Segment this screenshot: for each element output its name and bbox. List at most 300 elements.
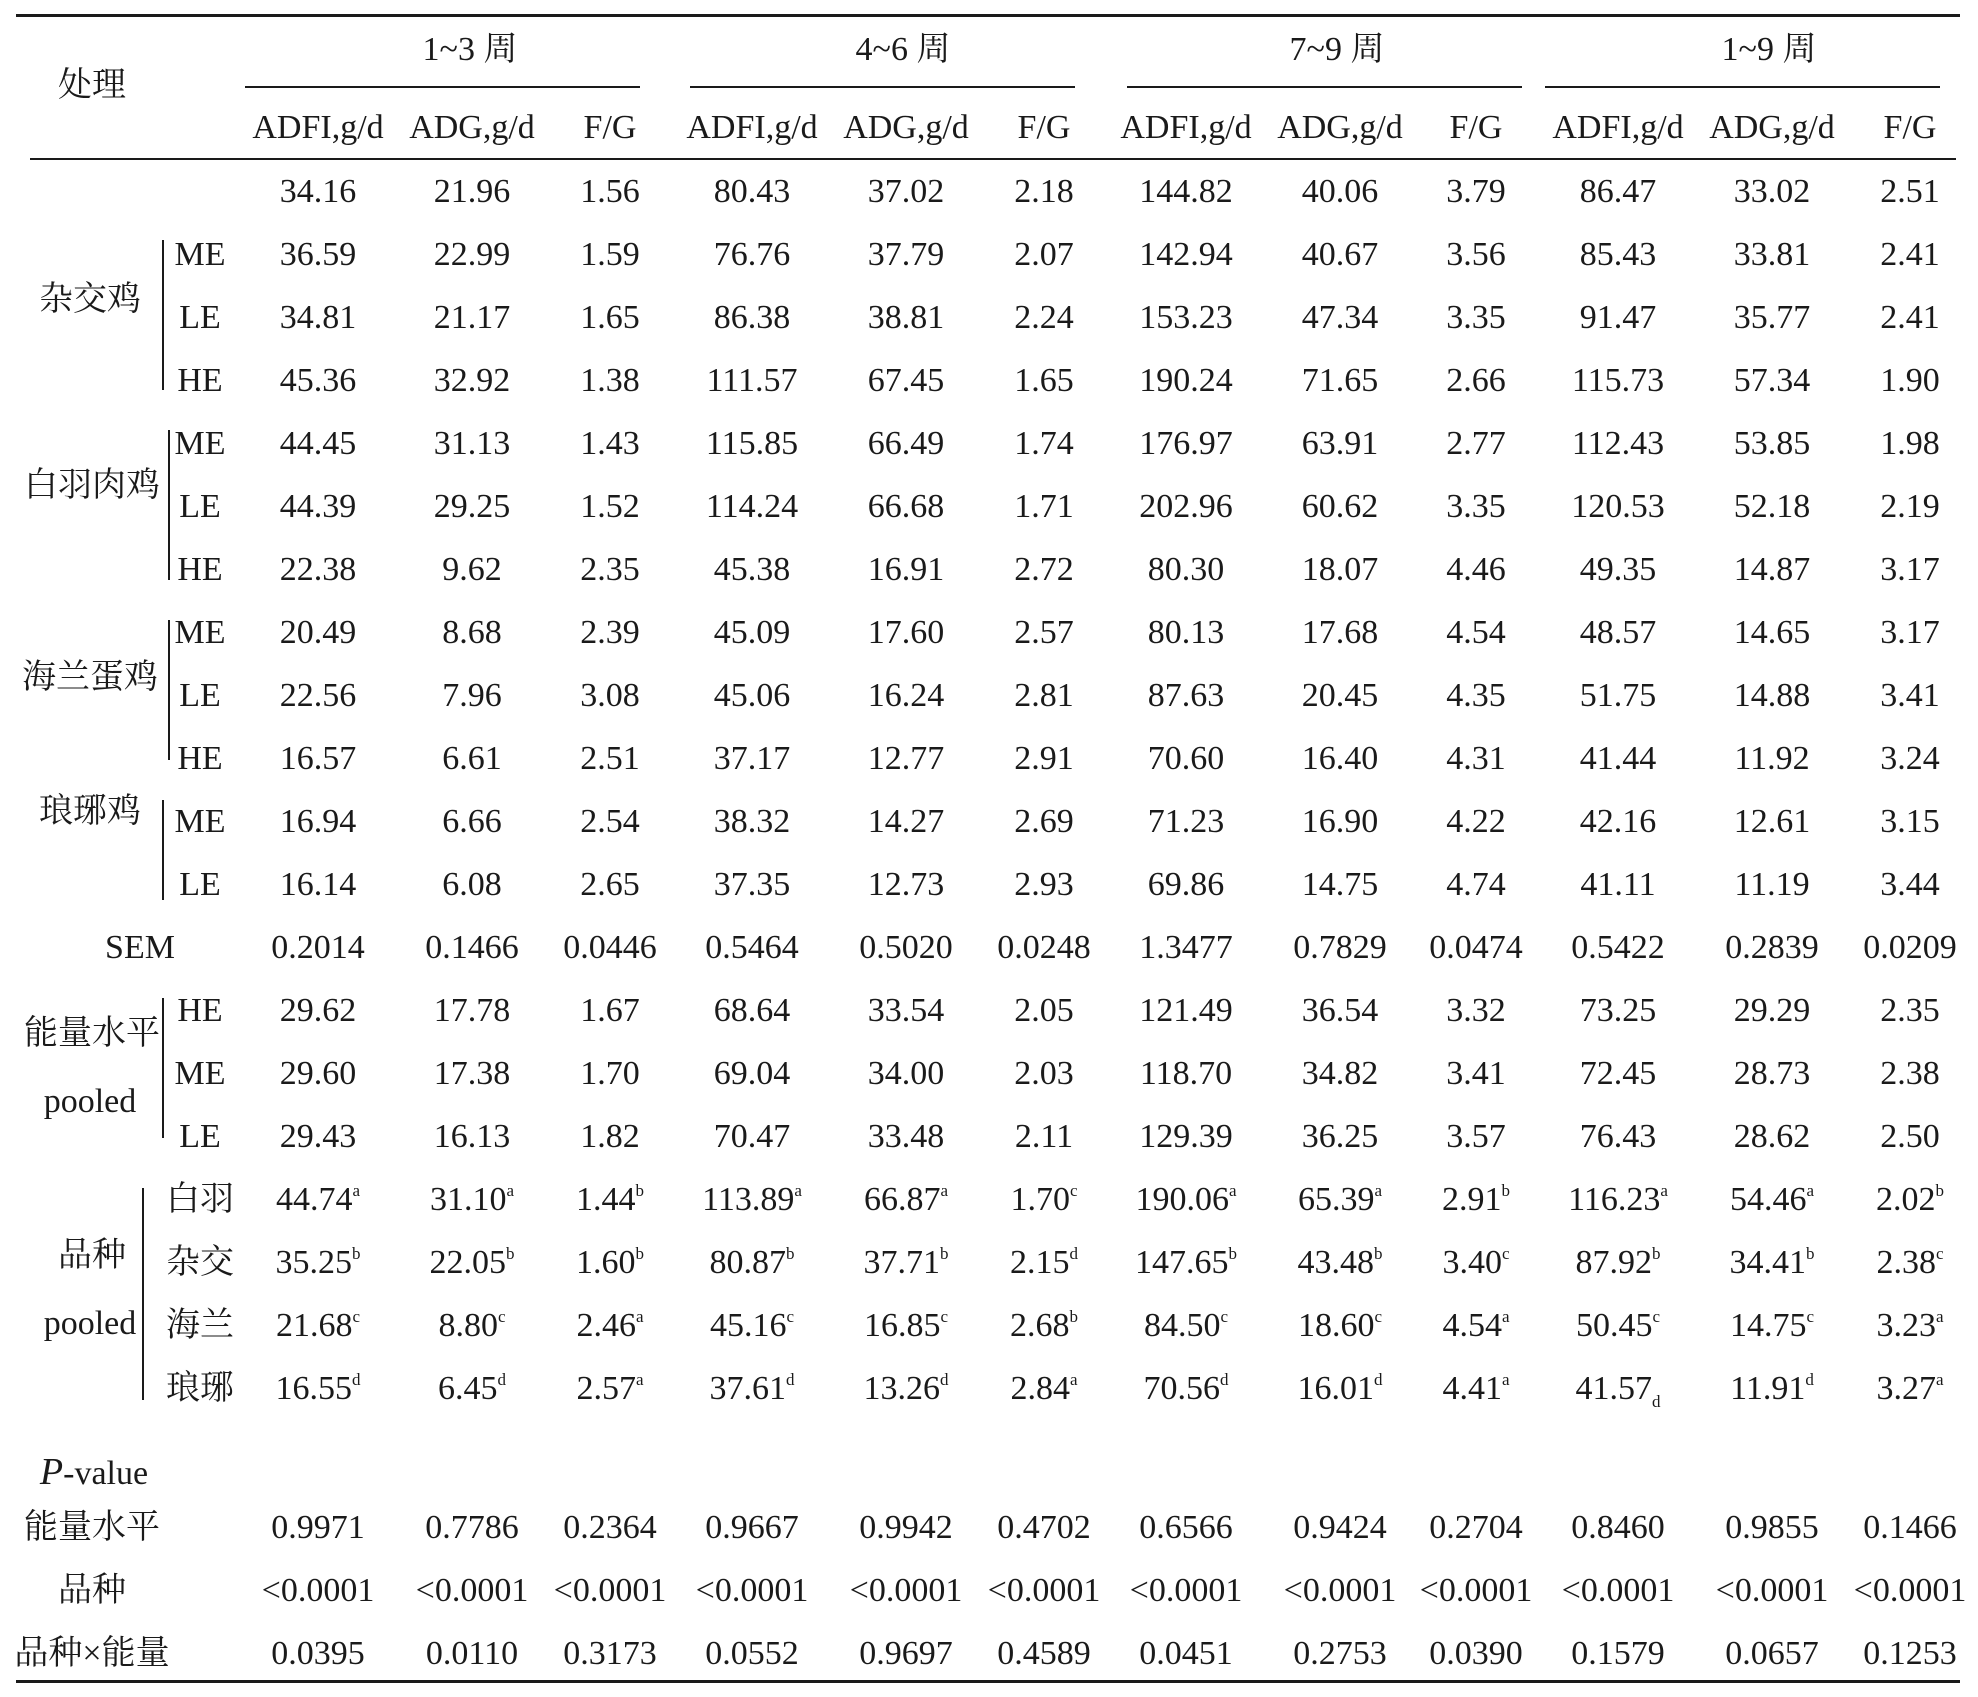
- cell-value: 2.19: [1880, 488, 1940, 525]
- significance-letter: b: [1228, 1244, 1237, 1263]
- table-cell: [714, 301, 791, 335]
- cell-value: 1.90: [1880, 362, 1940, 399]
- cell-value: 69.04: [713, 1055, 791, 1092]
- cell-value: 80.30: [1147, 551, 1225, 588]
- table-cell: [434, 490, 511, 524]
- table-cell: [1446, 805, 1506, 839]
- table-cell: [850, 1574, 963, 1608]
- table-cell: [1429, 931, 1523, 965]
- table-cell: [1880, 364, 1940, 398]
- cell-value: 3.17: [1880, 551, 1940, 588]
- cell-value: 41.57: [1575, 1370, 1652, 1407]
- cell-value: 1.74: [1014, 425, 1074, 462]
- cell-value: 1.65: [580, 299, 640, 336]
- significance-letter: c: [497, 1307, 506, 1326]
- table-cell: [425, 931, 519, 965]
- significance-letter: d: [1652, 1392, 1661, 1411]
- cell-value: 4.22: [1446, 803, 1506, 840]
- table-cell: [442, 679, 502, 713]
- table-cell: [1010, 1183, 1077, 1217]
- bracket-hyline: [168, 620, 170, 760]
- table-cell: [280, 175, 357, 209]
- table-cell: [1293, 1637, 1387, 1671]
- table-cell: [868, 994, 945, 1028]
- table-cell: [442, 742, 502, 776]
- cell-value: 20.49: [279, 614, 357, 651]
- cell-value: 114.24: [705, 488, 799, 525]
- table-cell: [1010, 1372, 1077, 1406]
- table-cell: [1863, 931, 1957, 965]
- cell-value: 16.13: [433, 1118, 511, 1155]
- cell-value: 0.4589: [997, 1635, 1091, 1672]
- cell-value: 0.0390: [1429, 1635, 1523, 1672]
- table-cell: [1139, 301, 1233, 335]
- table-cell: [280, 994, 357, 1028]
- table-cell: [1139, 427, 1233, 461]
- cell-value: 67.45: [867, 362, 945, 399]
- table-cell: [576, 1372, 643, 1406]
- cell-value: 45.16: [709, 1307, 787, 1344]
- table-cell: [1442, 1372, 1509, 1406]
- cell-value: 0.0446: [563, 929, 657, 966]
- cell-value: 53.85: [1733, 425, 1811, 462]
- cell-value: 0.2014: [271, 929, 365, 966]
- cell-value: 4.54: [1442, 1307, 1502, 1344]
- table-cell: [1446, 742, 1506, 776]
- cell-value: 18.07: [1301, 551, 1379, 588]
- table-cell: [868, 868, 945, 902]
- table-cell: [1298, 1309, 1382, 1343]
- period-rule-4: [1545, 86, 1940, 88]
- table-cell: [280, 679, 357, 713]
- row-sub-label: HE: [177, 740, 223, 777]
- table-cell: [280, 616, 357, 650]
- row-sub-label: HE: [177, 992, 223, 1029]
- table-cell: [1734, 490, 1811, 524]
- table-cell: [576, 1309, 643, 1343]
- table-cell: [1880, 742, 1940, 776]
- significance-letter: b: [1374, 1244, 1383, 1263]
- significance-letter: a: [506, 1181, 515, 1200]
- cell-value: 29.60: [279, 1055, 357, 1092]
- cell-value: 37.61: [709, 1370, 786, 1407]
- cell-value: <0.0001: [1853, 1572, 1967, 1609]
- period-header-3: 7~9 周: [1289, 31, 1385, 68]
- cell-value: 3.40: [1442, 1244, 1502, 1281]
- table-cell: [434, 364, 511, 398]
- table-cell: [1014, 427, 1074, 461]
- cell-value: 0.8460: [1571, 1509, 1665, 1546]
- cell-value: 2.91: [1442, 1181, 1502, 1218]
- significance-letter: d: [786, 1370, 795, 1389]
- cell-value: 12.61: [1733, 803, 1811, 840]
- cell-value: 0.1466: [1863, 1509, 1957, 1546]
- cell-value: 0.4702: [997, 1509, 1091, 1546]
- table-cell: [563, 1511, 657, 1545]
- cell-value: 3.35: [1446, 299, 1506, 336]
- cell-value: 2.35: [580, 551, 640, 588]
- table-cell: [1014, 1057, 1074, 1091]
- table-cell: [1014, 679, 1074, 713]
- table-cell: [1734, 1120, 1811, 1154]
- cell-value: 0.9667: [705, 1509, 799, 1546]
- table-cell: [1734, 301, 1811, 335]
- cell-value: 14.75: [1729, 1307, 1807, 1344]
- table-cell: [1880, 175, 1940, 209]
- cell-value: 37.17: [713, 740, 791, 777]
- table-cell: [554, 1574, 667, 1608]
- bracket-broiler: [168, 430, 170, 580]
- header-rule: [30, 158, 1956, 160]
- pvalue-suffix: -value: [63, 1455, 149, 1492]
- table-cell: [1580, 1057, 1657, 1091]
- table-cell: [1446, 301, 1506, 335]
- significance-letter: b: [1652, 1244, 1661, 1263]
- cell-value: 51.75: [1579, 677, 1657, 714]
- significance-letter: c: [1220, 1307, 1229, 1326]
- significance-letter: b: [352, 1244, 361, 1263]
- group-label-energy-pooled: pooled: [43, 1083, 137, 1120]
- cell-value: 0.0657: [1725, 1635, 1819, 1672]
- table-cell: [1298, 1372, 1383, 1406]
- cell-value: 0.0110: [425, 1635, 519, 1672]
- table-cell: [1302, 427, 1379, 461]
- cell-value: 16.85: [863, 1307, 941, 1344]
- cell-value: 42.16: [1579, 803, 1657, 840]
- cell-value: 45.09: [713, 614, 791, 651]
- table-cell: [988, 1574, 1101, 1608]
- cell-value: <0.0001: [987, 1572, 1101, 1609]
- table-cell: [1302, 1057, 1379, 1091]
- table-cell: [1139, 1120, 1233, 1154]
- cell-value: 2.07: [1014, 236, 1074, 273]
- cell-value: 0.2753: [1293, 1635, 1387, 1672]
- table-cell: [1446, 238, 1506, 272]
- table-cell: [1014, 553, 1074, 587]
- table-cell: [580, 868, 640, 902]
- period-header-1: 1~3 周: [422, 31, 518, 68]
- significance-letter: a: [1935, 1307, 1944, 1326]
- table-cell: [714, 238, 791, 272]
- cell-value: 17.68: [1301, 614, 1379, 651]
- table-cell: [868, 364, 945, 398]
- table-cell: [1302, 994, 1379, 1028]
- table-cell: [576, 1246, 644, 1280]
- row-sub-label: LE: [179, 1118, 221, 1155]
- cell-value: 4.41: [1442, 1370, 1502, 1407]
- significance-letter: c: [1374, 1307, 1383, 1326]
- table-cell: [1139, 994, 1233, 1028]
- cell-value: 2.69: [1014, 803, 1074, 840]
- cell-value: 1.59: [580, 236, 640, 273]
- table-cell: [276, 1372, 361, 1406]
- cell-value: 73.25: [1579, 992, 1657, 1029]
- group-label-energy: 能量水平: [24, 1015, 160, 1052]
- table-cell: [1880, 238, 1940, 272]
- cell-value: 36.59: [279, 236, 357, 273]
- cell-value: 3.56: [1446, 236, 1506, 273]
- table-cell: [710, 1309, 794, 1343]
- significance-letter: d: [1805, 1370, 1814, 1389]
- table-cell: [1139, 931, 1233, 965]
- cell-value: 2.02: [1876, 1181, 1936, 1218]
- table-cell: [1575, 1370, 1661, 1411]
- table-cell: [1442, 1183, 1510, 1217]
- cell-value: 190.06: [1135, 1181, 1229, 1218]
- cell-value: 29.25: [433, 488, 511, 525]
- table-cell: [1148, 679, 1225, 713]
- cell-value: 87.63: [1147, 677, 1225, 714]
- metric-header: ADFI,g/d: [1552, 109, 1684, 146]
- cell-value: 37.02: [867, 173, 945, 210]
- cell-value: 8.80: [438, 1307, 498, 1344]
- bracket-breed: [142, 1188, 144, 1400]
- cell-value: <0.0001: [849, 1572, 963, 1609]
- cell-value: 63.91: [1301, 425, 1379, 462]
- cell-value: 7.96: [442, 677, 502, 714]
- table-cell: [280, 805, 357, 839]
- table-cell: [580, 175, 640, 209]
- table-cell: [580, 553, 640, 587]
- cell-value: 18.60: [1297, 1307, 1375, 1344]
- cell-value: 0.2704: [1429, 1509, 1523, 1546]
- table-cell: [1880, 616, 1940, 650]
- cell-value: 2.38: [1880, 1055, 1940, 1092]
- significance-letter: d: [940, 1370, 949, 1389]
- cell-value: 3.23: [1876, 1307, 1936, 1344]
- cell-value: 44.39: [279, 488, 357, 525]
- cell-value: 1.38: [580, 362, 640, 399]
- cell-value: 38.81: [867, 299, 945, 336]
- cell-value: 21.96: [433, 173, 511, 210]
- table-cell: [868, 553, 945, 587]
- table-cell: [1854, 1574, 1967, 1608]
- cell-value: 6.61: [442, 740, 502, 777]
- cell-value: 41.44: [1579, 740, 1657, 777]
- cell-value: 20.45: [1301, 677, 1379, 714]
- table-cell: [438, 1309, 505, 1343]
- table-cell: [1580, 301, 1657, 335]
- table-cell: [1880, 427, 1940, 461]
- cell-value: 2.91: [1014, 740, 1074, 777]
- table-cell: [1580, 679, 1657, 713]
- table-cell: [868, 805, 945, 839]
- table-cell: [1014, 301, 1074, 335]
- cell-value: 84.50: [1143, 1307, 1221, 1344]
- cell-value: 6.08: [442, 866, 502, 903]
- table-cell: [1446, 553, 1506, 587]
- cell-value: 4.46: [1446, 551, 1506, 588]
- table-cell: [705, 931, 799, 965]
- cell-value: 43.48: [1297, 1244, 1374, 1281]
- table-cell: [714, 1120, 791, 1154]
- table-cell: [580, 805, 640, 839]
- cell-value: 0.6566: [1139, 1509, 1233, 1546]
- table-cell: [580, 1057, 640, 1091]
- table-cell: [1014, 805, 1074, 839]
- table-cell: [1446, 1057, 1506, 1091]
- row-group-label: SEM: [105, 929, 175, 966]
- cell-value: 36.54: [1301, 992, 1379, 1029]
- cell-value: 0.5020: [859, 929, 953, 966]
- row-sub-label: 琅琊: [166, 1370, 234, 1407]
- table-cell: [1446, 616, 1506, 650]
- table-cell: [1298, 1246, 1383, 1280]
- table-cell: [1580, 868, 1655, 902]
- table-cell: [1730, 1372, 1814, 1406]
- table-cell: [280, 427, 357, 461]
- table-cell: [1014, 490, 1074, 524]
- table-cell: [1725, 1637, 1819, 1671]
- row-sub-label: HE: [177, 551, 223, 588]
- cell-value: 72.45: [1579, 1055, 1657, 1092]
- significance-letter: a: [1374, 1181, 1383, 1200]
- cell-value: 3.41: [1446, 1055, 1506, 1092]
- cell-value: 3.15: [1880, 803, 1940, 840]
- cell-value: 1.98: [1880, 425, 1940, 462]
- table-cell: [1863, 1637, 1957, 1671]
- significance-letter: d: [1220, 1370, 1229, 1389]
- table-cell: [434, 301, 511, 335]
- row-group-label: 品种: [58, 1572, 126, 1609]
- table-cell: [1580, 1120, 1657, 1154]
- row-sub-label: 白羽: [166, 1181, 234, 1218]
- cell-value: 202.96: [1139, 488, 1233, 525]
- cell-value: 40.06: [1301, 173, 1379, 210]
- significance-letter: c: [1935, 1244, 1944, 1263]
- cell-value: 13.26: [863, 1370, 940, 1407]
- cell-value: 17.38: [433, 1055, 511, 1092]
- cell-value: 0.7786: [425, 1509, 519, 1546]
- cell-value: 16.91: [867, 551, 945, 588]
- table-cell: [1580, 616, 1657, 650]
- table-cell: [1014, 994, 1074, 1028]
- cell-value: 0.0209: [1863, 929, 1957, 966]
- cell-value: 31.13: [433, 425, 511, 462]
- significance-letter: a: [352, 1181, 361, 1200]
- table-cell: [1139, 238, 1233, 272]
- bracket-hybrid: [162, 240, 164, 390]
- table-cell: [271, 1637, 365, 1671]
- table-cell: [1446, 679, 1506, 713]
- metric-header: ADG,g/d: [1277, 109, 1403, 146]
- table-cell: [276, 1309, 360, 1343]
- table-cell: [1302, 490, 1379, 524]
- cell-value: 11.19: [1734, 866, 1810, 903]
- cell-value: 2.65: [580, 866, 640, 903]
- table-cell: [1562, 1574, 1675, 1608]
- cell-value: 76.76: [713, 236, 791, 273]
- table-cell: [434, 238, 511, 272]
- cell-value: 14.65: [1733, 614, 1811, 651]
- table-cell: [1446, 994, 1506, 1028]
- table-cell: [1880, 868, 1940, 902]
- table-cell: [868, 1057, 945, 1091]
- table-cell: [430, 1183, 514, 1217]
- metric-header: F/G: [1017, 109, 1071, 146]
- cell-value: 11.91: [1730, 1370, 1806, 1407]
- table-cell: [868, 175, 945, 209]
- table-cell: [868, 1120, 945, 1154]
- cell-value: 0.5422: [1571, 929, 1665, 966]
- table-cell: [430, 1246, 515, 1280]
- table-cell: [710, 1372, 795, 1406]
- cell-value: 21.17: [433, 299, 511, 336]
- table-cell: [276, 1183, 360, 1217]
- table-cell: [1302, 553, 1379, 587]
- bracket-langya: [162, 800, 164, 900]
- table-cell: [1730, 1309, 1814, 1343]
- metric-header: ADFI,g/d: [252, 109, 384, 146]
- table-cell: [563, 1637, 657, 1671]
- significance-letter: a: [794, 1181, 802, 1200]
- cell-value: 2.50: [1880, 1118, 1940, 1155]
- table-cell: [1139, 1637, 1233, 1671]
- cell-value: 2.15: [1010, 1244, 1070, 1281]
- table-cell: [1015, 1120, 1073, 1154]
- cell-value: 1.44: [576, 1181, 636, 1218]
- period-rule-2: [690, 86, 1075, 88]
- group-label-breed-pooled: pooled: [43, 1305, 137, 1342]
- cell-value: 2.93: [1014, 866, 1074, 903]
- significance-letter: d: [1069, 1244, 1078, 1263]
- cell-value: 0.1253: [1863, 1635, 1957, 1672]
- group-label-hybrid: 杂交鸡: [39, 281, 141, 318]
- cell-value: 2.51: [1880, 173, 1940, 210]
- cell-value: 111.57: [706, 362, 798, 399]
- cell-value: 3.41: [1880, 677, 1940, 714]
- cell-value: 4.74: [1446, 866, 1506, 903]
- table-cell: [1139, 364, 1233, 398]
- cell-value: 118.70: [1139, 1055, 1233, 1092]
- table-cell: [1580, 994, 1657, 1028]
- table-cell: [1302, 238, 1379, 272]
- cell-value: 0.0474: [1429, 929, 1523, 966]
- row-sub-label: LE: [179, 488, 221, 525]
- cell-value: 36.25: [1301, 1118, 1379, 1155]
- table-cell: [714, 868, 791, 902]
- cell-value: 1.43: [580, 425, 640, 462]
- significance-letter: b: [1935, 1181, 1944, 1200]
- table-cell: [580, 1120, 640, 1154]
- table-cell: [1148, 742, 1225, 776]
- table-cell: [1725, 931, 1819, 965]
- table-cell: [416, 1574, 529, 1608]
- cell-value: 2.84: [1010, 1370, 1070, 1407]
- cell-value: 2.03: [1014, 1055, 1074, 1092]
- cell-value: 1.70: [580, 1055, 640, 1092]
- cell-value: 34.82: [1301, 1055, 1379, 1092]
- table-cell: [1302, 1120, 1379, 1154]
- table-cell: [280, 490, 357, 524]
- table-cell: [868, 490, 945, 524]
- table-cell: [868, 679, 945, 713]
- table-cell: [280, 364, 357, 398]
- table-cell: [580, 616, 640, 650]
- table-cell: [580, 301, 640, 335]
- table-cell: [1139, 1511, 1233, 1545]
- table-cell: [1734, 616, 1811, 650]
- metric-header: ADFI,g/d: [1120, 109, 1252, 146]
- table-cell: [1446, 1120, 1506, 1154]
- table-cell: [1298, 1183, 1382, 1217]
- cell-value: 45.36: [279, 362, 357, 399]
- table-cell: [280, 868, 357, 902]
- table-cell: [280, 238, 357, 272]
- cell-value: 45.06: [713, 677, 791, 714]
- table-cell: [1734, 805, 1811, 839]
- table-cell: [714, 616, 791, 650]
